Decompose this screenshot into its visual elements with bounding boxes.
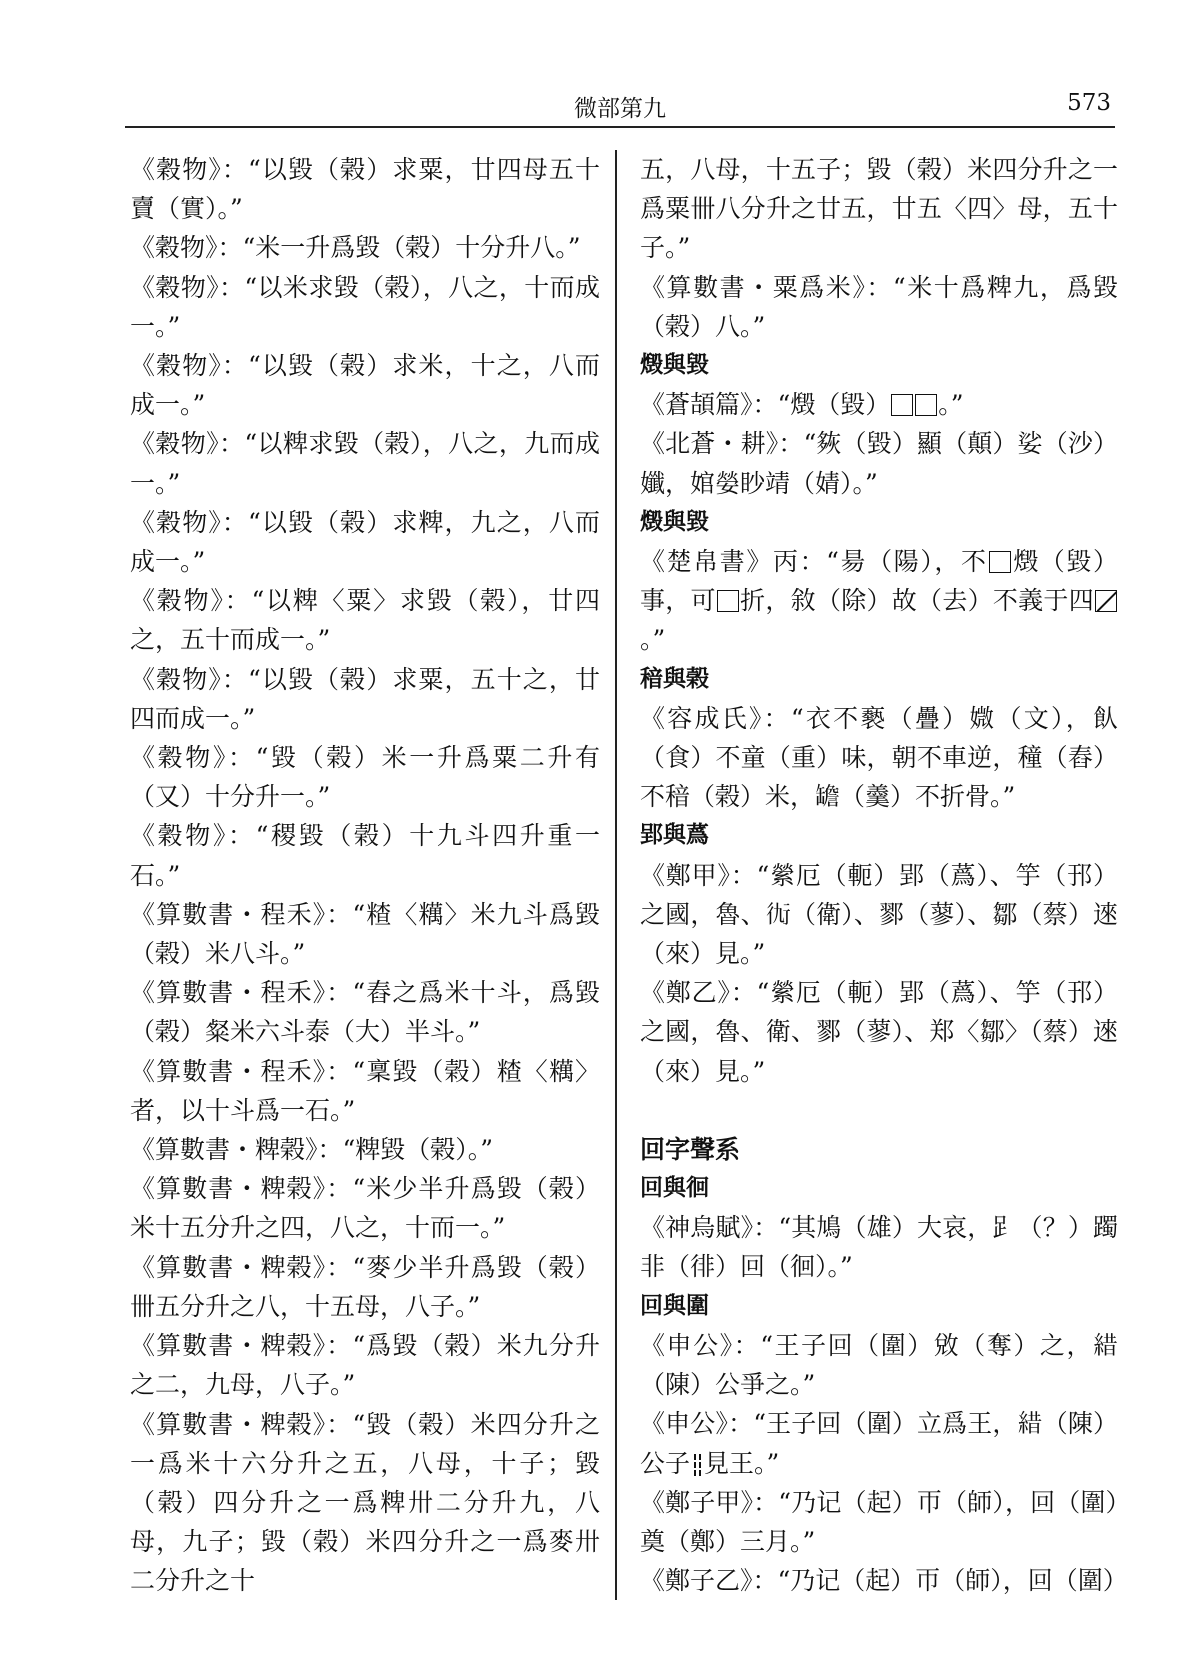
missing-char-box-icon <box>717 590 739 612</box>
entry-heading: 燬與毀 <box>640 352 709 379</box>
quote-line: 《蒼頡篇》：“燬（毀） 。” <box>640 390 964 420</box>
quote-line: 《穀物》：“以粺〈粟〉求毀（榖），廿四之，五十而成一。” <box>130 586 600 655</box>
quote-line: 《算數書・程禾》：“稟毀（榖）𥻗〈䊪〉者，以十斗爲一石。” <box>130 1056 600 1125</box>
quote-line: 《算數書・粺榖》：“麥少半升爲毀（榖）卌五分升之八，十五母，八子。” <box>130 1252 600 1321</box>
section-heading: 回字聲系 <box>640 1134 741 1164</box>
quote-line: 《算數書・粺榖》：“米少半升爲毀（榖）米十五分升之四，八之，十而一。” <box>130 1174 600 1243</box>
entry-heading: 回與圍 <box>640 1292 709 1319</box>
quote-line: 《容成氏》：“衣不褻（疊）媺（文），飤（食）不童（重）味，朝不車逆，穜（舂）不䅧（榖）米，𦉜（羹）不折骨。” <box>640 703 1118 812</box>
missing-char-box-icon <box>891 394 913 416</box>
quote-line: 《算數書・程禾》：“𥻗〈䊪〉米九斗爲毀（榖）米八斗。” <box>130 899 600 969</box>
quote-line: 《穀物》：“米一升爲毀（榖）十分升八。” <box>130 233 581 263</box>
quote-line: 《神烏賦》：“其鳩（雄）大哀，𧾷（？）躅非（徘）回（徊）。” <box>640 1213 1118 1282</box>
entry-heading: 燬與毀 <box>640 508 709 535</box>
quote-line: 《算數書・粺榖》：“爲毀（榖）米九分升之二，九母，八子。” <box>130 1331 600 1400</box>
quote-line: 《申公》：“王子回（圍）立爲王，𦁎（陳）公子 見王。” <box>640 1409 1118 1478</box>
quote-line: 《穀物》：“以毀（榖）求米，十之，八而成一。” <box>130 351 600 420</box>
column-divider <box>615 150 617 1600</box>
quote-line: 五，八母，十五子；毀（榖）米四分升之一爲粟卌八分升之廿五，廿五〈四〉母，五十子。” <box>640 155 1118 263</box>
quote-line: 《鄭乙》：“縈厄（軛）郢（蔿）、竽（邘）之國，魯、衛、鄝（蓼）、郑〈鄒〉（蔡）逨（來）見。” <box>640 978 1118 1086</box>
quote-line: 《穀物》：“以毀（榖）求粟，五十之，廿四而成一。” <box>130 664 600 733</box>
entry-heading: 回與徊 <box>640 1175 709 1202</box>
right-column <box>640 150 1128 1600</box>
quote-line: 《穀物》：“以毀（榖）求粟，廿四母五十𧶠（實）。” <box>130 155 600 224</box>
quote-line: 《鄭子乙》：“乃记（起）帀（師），回（圍） <box>640 1566 1128 1596</box>
quote-line: 《算數書・程禾》：“舂之爲米十斗，爲毀（榖）粲米六斗泰（大）半斗。” <box>130 978 600 1047</box>
entry-heading: 郢與蔿 <box>640 822 709 849</box>
missing-char-box-icon <box>915 394 937 416</box>
page-number: 573 <box>1067 90 1111 116</box>
quote-line: 《穀物》：“毀（榖）米一升爲粟二升有（又）十分升一。” <box>130 743 600 812</box>
quote-line: 《鄭子甲》：“乃记（起）帀（師），回（圍）奠（鄭）三月。” <box>640 1487 1118 1556</box>
missing-char-box-icon <box>989 551 1011 573</box>
quote-line: 《穀物》：“以米求毀（榖），八之，十而成一。” <box>130 272 600 341</box>
quote-line: 《穀物》：“以粺求毀（榖），八之，九而成一。” <box>130 429 600 498</box>
quote-line: 《算數書・粺榖》：“毀（榖）米四分升之一爲米十六分升之五，八母，十子；毀（榖）四分升之一爲粺卅二分升九，八母，九子；毀（榖）米四分升之一爲麥卅二分升之十 <box>130 1409 600 1596</box>
entry-heading: 䅧與榖 <box>640 665 709 692</box>
quote-line: 《北蒼・耕》：“㷇（毀）顯（顛）娑（沙）孅，婠嫈眇靖（婧）。” <box>640 429 1118 498</box>
quote-line: 《穀物》：“以毀（榖）求粺，九之，八而成一。” <box>130 507 600 577</box>
quote-line: 《穀物》：“稷毀（榖）十九斗四升重一石。” <box>130 821 600 890</box>
quote-line: 《楚帛書》丙：“昜（陽），不 燬（毀）事，可 折，敘（除）故（去）不義于四。” <box>640 547 1118 655</box>
page-header <box>125 86 1115 128</box>
quote-line: 《算數書・粟爲米》：“米十爲粺九，爲毀（榖）八。” <box>640 272 1118 341</box>
running-title: 微部第九 <box>574 96 666 122</box>
quote-line: 《算數書・粺榖》：“粺毀（榖）。” <box>130 1135 494 1165</box>
quote-line: 《鄭甲》：“縈厄（軛）郢（蔿）、竽（邘）之國，魯、𧗝（衛）、鄝（蓼）、鄒（蔡）逨（來）見。” <box>640 860 1118 969</box>
damaged-char-box-icon <box>1095 590 1117 612</box>
left-column <box>130 150 600 1601</box>
quote-line: 《申公》：“王子回（圍）敓（奪）之，𦁎（陳）公爭之。” <box>640 1330 1118 1400</box>
ancient-glyph-icon <box>691 1453 703 1475</box>
